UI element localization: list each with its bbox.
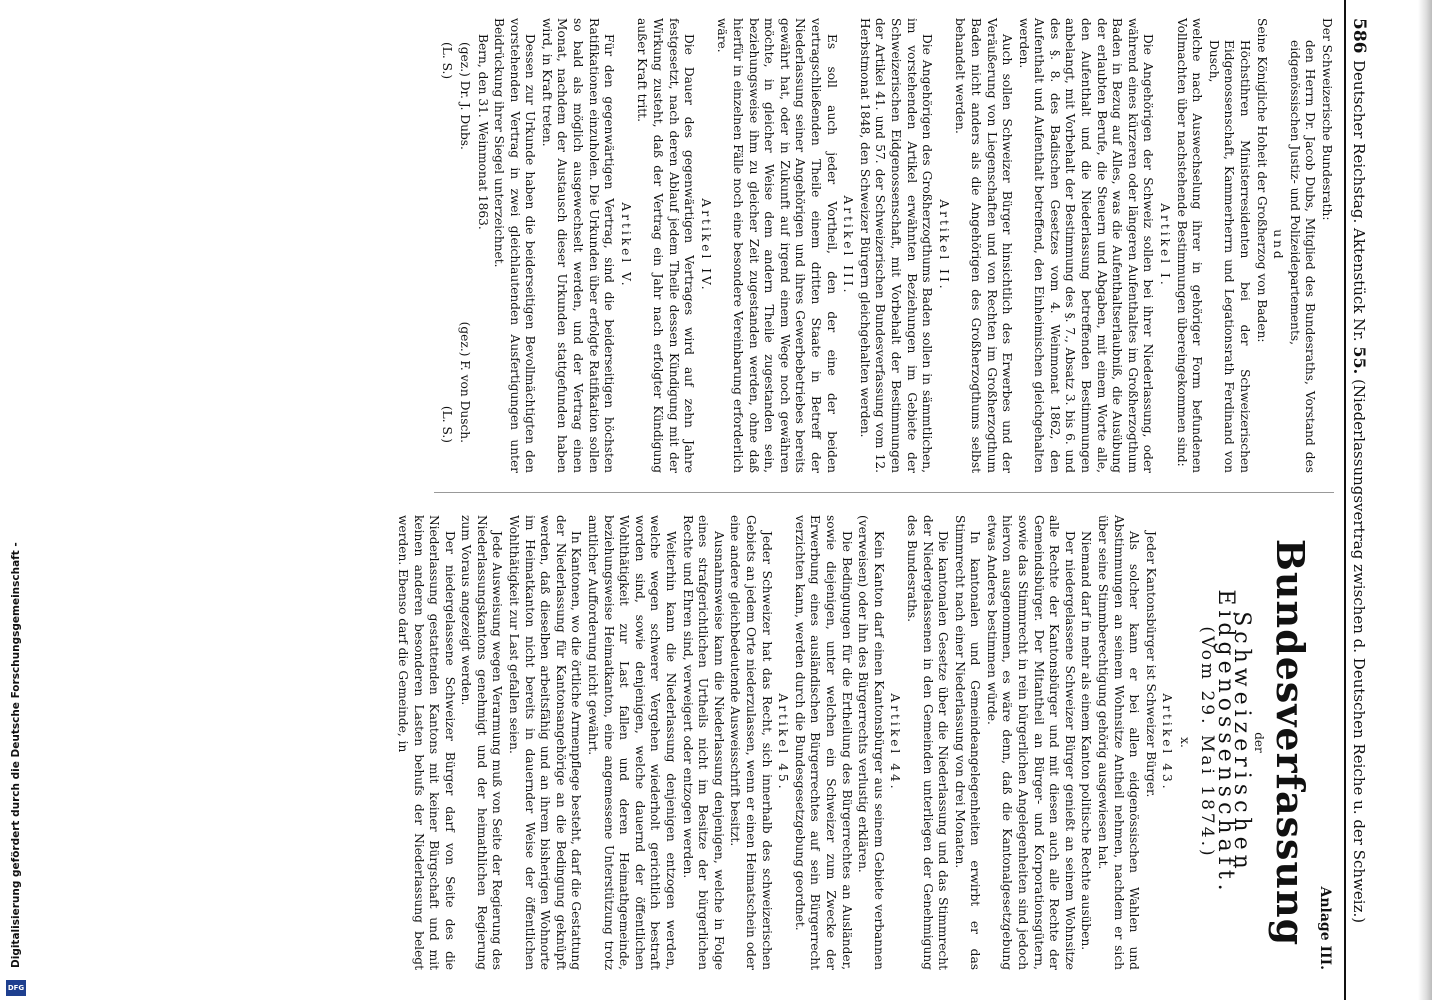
document-date: (Vom 29. Mai 1874.) — [1196, 626, 1217, 859]
article-text: Die Bedingungen für die Ertheilung des Bürgerrechtes an Ausländer, sowie diejenigen, unter welchen ein Schweizer zum Zwecke der Erwerbung eines ausländischen Bürgerrechtes auf sein Bürgerrecht verzichten kann, werden durch die Bundesgesetzgebung geordnet. — [792, 515, 854, 970]
running-header — [1344, 0, 1372, 1000]
article-text: Dessen zur Urkunde haben die beiderseitigen Bevollmächtigten den vorstehenden Vertrag in zwei gleichlautenden Ausfertigungen unter Beidrückung ihrer Siegel unterzeichnet. — [492, 18, 538, 473]
left-column — [437, 18, 1334, 473]
article-text: Auch sollen Schweizer Bürger hinsichtlich des Erwerbes und der Veräußerung von Liegenschaften und von Rechten im Großherzogthum Baden nicht anders als die Angehörigen des Großherzogthums selbst behandelt werden. — [953, 18, 1015, 473]
article-heading: Artikel IV. — [698, 198, 713, 293]
title-article: der — [1252, 732, 1267, 753]
article-text: Niemand darf in mehr als einem Kanton politische Rechte ausüben. — [1079, 531, 1094, 951]
article-text: Jede Ausweisung wegen Verarmung muß von Seite der Regierung des Niederlassungskantons genehmigt und der heimathlichen Regierung zum Voraus angezeigt werden. — [459, 515, 505, 970]
running-title-rest: (Niederlassungsvertrag zwischen d. Deutschen Reiche u. der Schweiz.) — [1350, 378, 1368, 924]
seal-left: (L. S.) — [440, 42, 455, 80]
column-divider — [434, 492, 1334, 493]
page-number: 586 — [1349, 18, 1369, 54]
article-text: Für den gegenwärtigen Vertrag, sind die beiderseitigen höchsten Ratifikationen einzuholen. Die Urkunden über erfolgte Ratifikation sollen so bald als möglich ausgewechselt werden, und der Vertrag einen Monat, nachdem der Austausch dieser Urkunden stattgefunden haben wird, in Kraft treten. — [539, 18, 617, 473]
intro-line: und — [1271, 229, 1286, 262]
article-heading: Artikel 45. — [776, 693, 791, 792]
article-text: In Kantonen, wo die örtliche Armenpflege besteht, darf die Gestattung der Niederlassung für Kantonsangehörige an die Bedingung geknüpft werden, daß dieselben arbeitsfähig und an ihrem bisherigen Wohnorte im Heimatkanton nicht bereits in dauernder Weise der öffentlichen Wohlthätigkeit zur Last gefallen seien. — [507, 515, 584, 970]
running-title — [1346, 60, 1372, 923]
article-text: Es soll auch jeder Vortheil, den der eine der beiden vertragschließenden Theile einem dritten Staate in Betreff der Niederlassung seiner Angehörigen und ihres Gewerbebetriebes bereits gewährt hat, oder in Zukunft auf irgend einem Wege noch gewähren möchte, in gleicher Weise dem andern Theile zugestanden sein, beziehungsweise ihm zu gleicher Zeit zugestanden werden, ohne daß hierfür in einzelnen Fälle noch eine besondere Vereinbarung erforderlich wäre. — [715, 18, 839, 473]
article-text: Kein Kanton darf einen Kantonsbürger aus seinem Gebiete verbannen (verweisen) oder ihn des Bürgerrechts verlustig erklären. — [856, 515, 886, 970]
article-text: Die Angehörigen der Schweiz sollen bei ihrer Niederlassung, oder während eines kürzeren oder längeren Aufenthaltes im Großherzogthum Baden in Bezug auf Alles, was die Aufenthaltserlaubniß, die Ausübung der erlaubten Berufe, die Steuern und Abgaben, mit einem Worte alle, den Aufenthalt und die Niederlassung betreffenden Bestimmungen anbelangt, mit Vorbehalt der Bestimmung des §. 7., Absatz 3. bis 6. und des §. 8. des Badischen Gesetzes vom 4. Weinmonat 1862, den Aufenthalt und Aufenthalt betreffend, den Einheimischen gleichgehalten werden. — [1016, 18, 1156, 473]
article-text: Jeder Kantonsbürger ist Schweizer Bürger. — [1143, 531, 1158, 798]
right-column — [393, 515, 1334, 970]
article-text: Jeder Schweizer hat das Recht, sich innerhalb des schweizerischen Gebiets an jedem Orte niederzulassen, wenn er einen Heimatschein oder eine andere gleichbedeutende Ausweisschrift besitzt. — [728, 515, 774, 970]
article-text: Der niedergelassene Schweizer Bürger darf von Seite des die Niederlassung gestattenden Kantons mit keiner Bürgschaft und mit keinen anderen besonderen Lasten behufs der Niederlassung belegt werden. Ebenso darf die Gemeinde, in — [395, 515, 457, 970]
article-heading: Artikel 44. — [888, 693, 903, 792]
article-text: Die kantonalen Gesetze über die Niederlassung und das Stimmrecht der Niedergelassenen in den Gemeinden unterliegen der Genehmigung des Bundesraths. — [904, 515, 951, 970]
signature-right: (gez.) F. von Dusch. — [457, 321, 472, 443]
intro-line: den Herrn Dr. Jacob Dubs, Mitglied des Bundesraths, Vorstand des eidgenössischen Justiz- und Polizeidepartements, — [1287, 40, 1318, 473]
document-number: 55. — [1350, 346, 1369, 375]
scan-edge — [1418, 0, 1432, 1000]
article-heading: Artikel 43. — [1160, 693, 1175, 792]
document-subtitle: Schweizerischen Eidgenossenschaft. — [1213, 589, 1254, 896]
seals — [439, 18, 455, 473]
intro-line: Höchstihren Ministerresidenten bei der Schweizerischen Eidgenossenschaft, Kammerherrn und Legationsrath Ferdinand von Dusch, — [1206, 40, 1253, 473]
article-heading: Artikel I. — [1158, 203, 1173, 288]
intro-line: Der Schweizerische Bundesrath: — [1320, 18, 1334, 221]
seal-right: (L. S.) — [440, 405, 455, 443]
annex-label: Anlage III. — [1317, 886, 1333, 970]
article-heading: Artikel V. — [618, 202, 633, 289]
signature-left: (gez.) Dr. J. Dubs. — [457, 42, 472, 150]
article-text: Die Dauer des gegenwärtigen Vertrages wird auf zehn Jahre festgesetzt, nach deren Ablauf jedem Theile dessen Kündigung mit der Wirkung zusteht, daß der Vertrag ein Jahr nach erfolgter Kündigung außer Kraft tritt. — [635, 18, 697, 473]
article-heading: Artikel III. — [841, 195, 856, 296]
article-text: Die Angehörigen des Großherzogthums Baden sollen in sämmtlichen, im vorstehenden Artikel erwähnten Beziehungen im Gebiete der Schweizerischen Eidgenossenschaft, mit Vorbehalt der Bestimmungen der Artikel 41. und 57. der Schweizerischen Bundesverfassung vom 12. Herbstmonat 1848, den Schweizer Bürgern gleichgehalten werden. — [857, 18, 935, 473]
document-title: Bundesverfassung — [1268, 538, 1314, 947]
dfg-logo: DFG — [6, 980, 26, 996]
article-heading: Artikel II. — [936, 199, 951, 292]
signatures — [456, 18, 472, 473]
intro-line: Seine Königliche Hoheit der Großherzog von Baden: — [1254, 18, 1269, 343]
article-text: Ausnahmsweise kann die Niederlassung denjenigen, welche in Folge eines strafgerichtlichen Urtheils nicht im Besitze der bürgerlichen Rechte und Ehren sind, verweigert oder entzogen werden. — [680, 515, 726, 970]
intro-line: welche nach Auswechselung ihrer in gehöriger Form befundenen Vollmachten über nachstehende Bestimmungen übereingekommen sind: — [1174, 18, 1205, 473]
article-text: In kantonalen und Gemeindeangelegenheiten erwirbt er das Stimmrecht nach einer Niederlassung von drei Monaten. — [952, 515, 983, 970]
article-text: Weiterhin kann die Niederlassung denjenigen entzogen werden, welche wegen schwerer Vergehen wiederholt gerichtlich bestraft worden sind, sowie denjenigen, welche dauernd der öffentlichen Wohlthätigkeit zur Last fallen und deren Heimathgemeinde, beziehungsweise Heimatkanton, eine angemessene Unterstützung trotz amtlicher Aufforderung nicht gewährt. — [586, 515, 679, 970]
omission-mark: x. — [1178, 737, 1193, 748]
article-text: Der niedergelassene Schweizer Bürger genießt an seinem Wohnsitze alle Rechte der Kantonsbürger und mit diesen auch alle Rechte der Gemeindsbürger. Der Mitantheil an Bürger- und Korporationsgütern, sowie das Stimmrecht in rein bürgerlichen Angelegenheiten sind jedoch hiervon ausgenommen, es wäre denn, daß die Kantonalgesetzgebung etwas Anderes bestimmen würde. — [984, 515, 1077, 970]
digitization-notice: Digitalisierung gefördert durch die Deutsche Forschungsgemeinschaft - — [10, 542, 22, 968]
place-date: Bern, den 31. Weinmonat 1863. — [475, 34, 490, 230]
running-title-text: Deutscher Reichstag. Aktenstück Nr. — [1350, 60, 1368, 342]
digitization-footer — [4, 0, 28, 1000]
article-text: Als solcher kann er bei allen eidgenössischen Wahlen und Abstimmungen an seinem Wohnsitze Antheil nehmen, nachdem er sich über seine Stimmberechtigung gehörig ausgewiesen hat. — [1096, 515, 1142, 970]
